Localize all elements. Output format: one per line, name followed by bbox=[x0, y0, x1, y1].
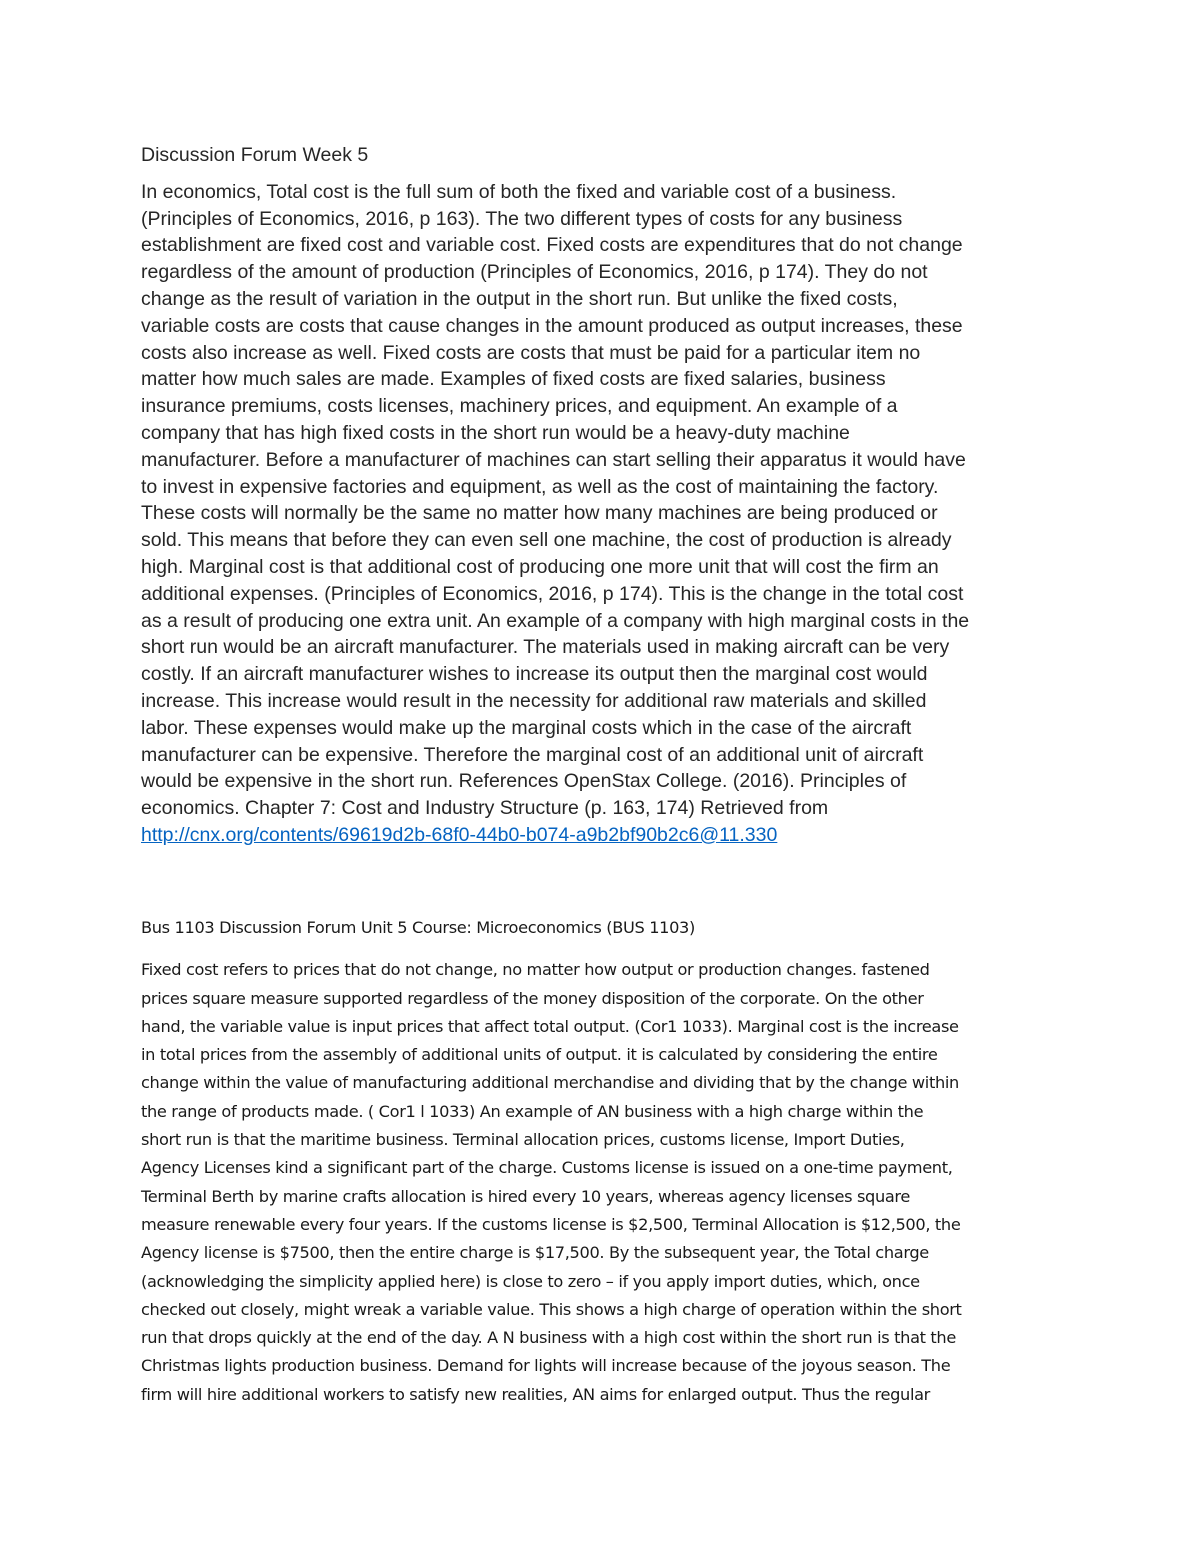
reference-link[interactable]: http://cnx.org/contents/69619d2b-68f0-44b0-b074-a9b2bf90b2c6@11.330 bbox=[141, 823, 778, 846]
text-line: to invest in expensive factories and equipment, as well as the cost of maintaining the factory. bbox=[141, 475, 939, 498]
text-line: change within the value of manufacturing additional merchandise and dividing that by the change within bbox=[141, 1073, 959, 1093]
text-line: high. Marginal cost is that additional cost of producing one more unit that will cost the firm an bbox=[141, 555, 939, 578]
text-line: manufacturer. Before a manufacturer of machines can start selling their apparatus it would have bbox=[141, 448, 966, 471]
text-line: Christmas lights production business. Demand for lights will increase because of the joyous season. The bbox=[141, 1356, 951, 1376]
text-line: costs also increase as well. Fixed costs are costs that must be paid for a particular item no bbox=[141, 341, 921, 364]
text-line: Agency Licenses kind a significant part of the charge. Customs license is issued on a one-time payment, bbox=[141, 1158, 953, 1178]
text-line: would be expensive in the short run. References OpenStax College. (2016). Principles of bbox=[141, 770, 907, 793]
text-line: These costs will normally be the same no matter how many machines are being produced or bbox=[141, 502, 938, 525]
text-line: costly. If an aircraft manufacturer wishes to increase its output then the marginal cost would bbox=[141, 663, 928, 686]
text-line: in total prices from the assembly of additional units of output. it is calculated by considering the entire bbox=[141, 1045, 938, 1065]
text-line: short run is that the maritime business. Terminal allocation prices, customs license, Import Duties, bbox=[141, 1130, 905, 1150]
text-line: establishment are fixed cost and variable cost. Fixed costs are expenditures that do not change bbox=[141, 234, 963, 257]
text-line: matter how much sales are made. Examples of fixed costs are fixed salaries, business bbox=[141, 368, 886, 391]
text-line: as a result of producing one extra unit. An example of a company with high marginal costs in the bbox=[141, 609, 970, 632]
text-line: prices square measure supported regardless of the money disposition of the corporate. On the other bbox=[141, 988, 924, 1008]
text-line: Fixed cost refers to prices that do not change, no matter how output or production changes. fastened bbox=[141, 960, 930, 980]
text-line: (Principles of Economics, 2016, p 163). The two different types of costs for any business bbox=[141, 207, 903, 230]
text-line: company that has high fixed costs in the short run would be a heavy-duty machine bbox=[141, 421, 850, 444]
text-line: Agency license is $7500, then the entire charge is $17,500. By the subsequent year, the Total charge bbox=[141, 1243, 929, 1263]
text-line: change as the result of variation in the output in the short run. But unlike the fixed costs, bbox=[141, 287, 898, 310]
discussion-forum-week5-section bbox=[141, 142, 1061, 849]
text-line: firm will hire additional workers to satisfy new realities, AN aims for enlarged output. Thus the regular bbox=[141, 1384, 930, 1404]
text-line: regardless of the amount of production (Principles of Economics, 2016, p 174). They do not bbox=[141, 261, 928, 284]
bus1103-discussion-section bbox=[141, 914, 1061, 1409]
text-line: sold. This means that before they can even sell one machine, the cost of production is already bbox=[141, 529, 952, 552]
text-line: measure renewable every four years. If the customs license is $2,500, Terminal Allocation is $12,500, the bbox=[141, 1214, 961, 1234]
text-line: manufacturer can be expensive. Therefore the marginal cost of an additional unit of aircraft bbox=[141, 743, 924, 766]
body-paragraph bbox=[141, 179, 1061, 822]
text-line: Terminal Berth by marine crafts allocation is hired every 10 years, whereas agency licenses square bbox=[141, 1186, 910, 1206]
text-line: variable costs are costs that cause changes in the amount produced as output increases, these bbox=[141, 314, 963, 337]
section-title: Bus 1103 Discussion Forum Unit 5 Course: Microeconomics (BUS 1103) bbox=[141, 918, 695, 937]
text-line: the range of products made. ( Cor1 l 1033) An example of AN business with a high charge within the bbox=[141, 1101, 924, 1121]
text-line: labor. These expenses would make up the marginal costs which in the case of the aircraft bbox=[141, 716, 912, 739]
text-line: insurance premiums, costs licenses, machinery prices, and equipment. An example of a bbox=[141, 395, 898, 418]
text-line: run that drops quickly at the end of the day. A N business with a high cost within the short run is that the bbox=[141, 1328, 956, 1348]
text-line: hand, the variable value is input prices that affect total output. (Cor1 1033). Marginal cost is the increase bbox=[141, 1016, 959, 1036]
text-line: (acknowledging the simplicity applied here) is close to zero – if you apply import duties, which, once bbox=[141, 1271, 920, 1291]
body-paragraph bbox=[141, 956, 1061, 1409]
section-title: Discussion Forum Week 5 bbox=[141, 144, 369, 166]
text-line: economics. Chapter 7: Cost and Industry Structure (p. 163, 174) Retrieved from bbox=[141, 797, 829, 820]
text-line: checked out closely, might wreak a variable value. This shows a high charge of operation within the short bbox=[141, 1299, 962, 1319]
text-line: In economics, Total cost is the full sum of both the fixed and variable cost of a business. bbox=[141, 180, 897, 203]
text-line: short run would be an aircraft manufacturer. The materials used in making aircraft can be very bbox=[141, 636, 950, 659]
text-line: increase. This increase would result in the necessity for additional raw materials and skilled bbox=[141, 689, 927, 712]
text-line: additional expenses. (Principles of Economics, 2016, p 174). This is the change in the total cost bbox=[141, 582, 964, 605]
